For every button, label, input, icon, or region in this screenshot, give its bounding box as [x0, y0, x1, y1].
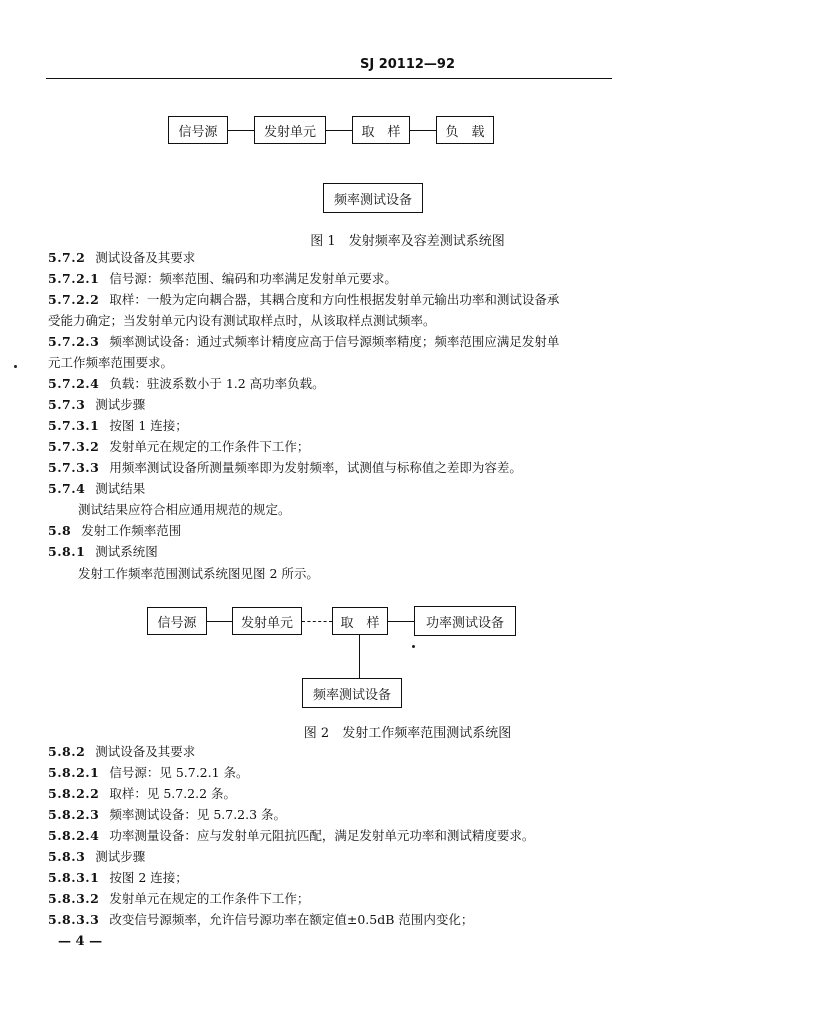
fig1-load-box: 负 载: [436, 116, 494, 144]
fig1-transmitter-box: 发射单元: [254, 116, 326, 144]
clause: 5.7.3.3 用频率测试设备所测量频率即为发射频率，试测值与标称值之差即为容差。: [48, 460, 522, 475]
clause: 5.7.2.3 频率测试设备：通过式频率计精度应高于信号源频率精度；频率范围应满足发射单: [48, 334, 560, 349]
clause: 5.8.2.3 频率测试设备：见 5.7.2.3 条。: [48, 807, 287, 822]
clause-body: 发射工作频率范围测试系统图见图 2 所示。: [78, 566, 319, 581]
fig1-sampler-box: 取 样: [352, 116, 410, 144]
clause: 5.8.2.2 取样：见 5.7.2.2 条。: [48, 786, 237, 801]
fig1-signal-source-box: 信号源: [168, 116, 228, 144]
clause: 5.8.1 测试系统图: [48, 544, 158, 559]
clause: 5.8.3.1 按图 2 连接；: [48, 870, 188, 885]
document-code: SJ 20112—92: [359, 57, 456, 72]
figure-2-caption: 图 2 发射工作频率范围测试系统图: [303, 726, 512, 741]
clause: 5.8 发射工作频率范围: [48, 523, 182, 538]
fig2-transmitter-box: 发射单元: [232, 607, 302, 635]
clause: 5.7.2 测试设备及其要求: [48, 250, 196, 265]
header-rule: [46, 78, 612, 79]
fig2-sampler-box: 取 样: [332, 607, 388, 635]
scan-speck: [14, 365, 17, 368]
clause: 5.8.2.4 功率测量设备：应与发射单元阻抗匹配，满足发射单元功率和测试精度要求。: [48, 828, 535, 843]
fig1-freq-meter-box: 频率测试设备: [323, 183, 423, 213]
fig2-connector-vertical: [359, 635, 360, 678]
page-number: — 4 —: [58, 934, 103, 949]
clause: 5.8.2.1 信号源：见 5.7.2.1 条。: [48, 765, 249, 780]
clause-continuation: 受能力确定；当发射单元内设有测试取样点时，从该取样点测试频率。: [48, 313, 436, 328]
clause: 5.7.3 测试步骤: [48, 397, 146, 412]
clause: 5.7.2.2 取样：一般为定向耦合器，其耦合度和方向性根据发射单元输出功率和测试设备承: [48, 292, 560, 307]
fig2-signal-source-box: 信号源: [147, 607, 207, 635]
clause: 5.7.2.1 信号源：频率范围、编码和功率满足发射单元要求。: [48, 271, 397, 286]
fig1-connector: [228, 130, 254, 131]
fig2-connector-dashed: [302, 621, 332, 622]
fig2-connector: [207, 621, 232, 622]
clause: 5.8.3.3 改变信号源频率，允许信号源功率在额定值±0.5dB 范围内变化；: [48, 912, 474, 927]
clause: 5.7.3.2 发射单元在规定的工作条件下工作；: [48, 439, 310, 454]
clause: 5.7.4 测试结果: [48, 481, 146, 496]
fig1-connector: [326, 130, 352, 131]
clause: 5.8.2 测试设备及其要求: [48, 744, 196, 759]
fig2-freq-meter-box: 频率测试设备: [302, 678, 402, 708]
fig2-connector: [388, 621, 414, 622]
fig1-connector: [410, 130, 436, 131]
scan-speck: [412, 645, 415, 648]
clause: 5.8.3 测试步骤: [48, 849, 146, 864]
clause-continuation: 元工作频率范围要求。: [48, 355, 174, 370]
fig2-power-meter-box: 功率测试设备: [414, 606, 516, 636]
figure-1-caption: 图 1 发射频率及容差测试系统图: [310, 234, 505, 249]
clause: 5.7.2.4 负载：驻波系数小于 1.2 高功率负载。: [48, 376, 325, 391]
clause-body: 测试结果应符合相应通用规范的规定。: [78, 502, 291, 517]
clause: 5.7.3.1 按图 1 连接；: [48, 418, 188, 433]
clause: 5.8.3.2 发射单元在规定的工作条件下工作；: [48, 891, 310, 906]
